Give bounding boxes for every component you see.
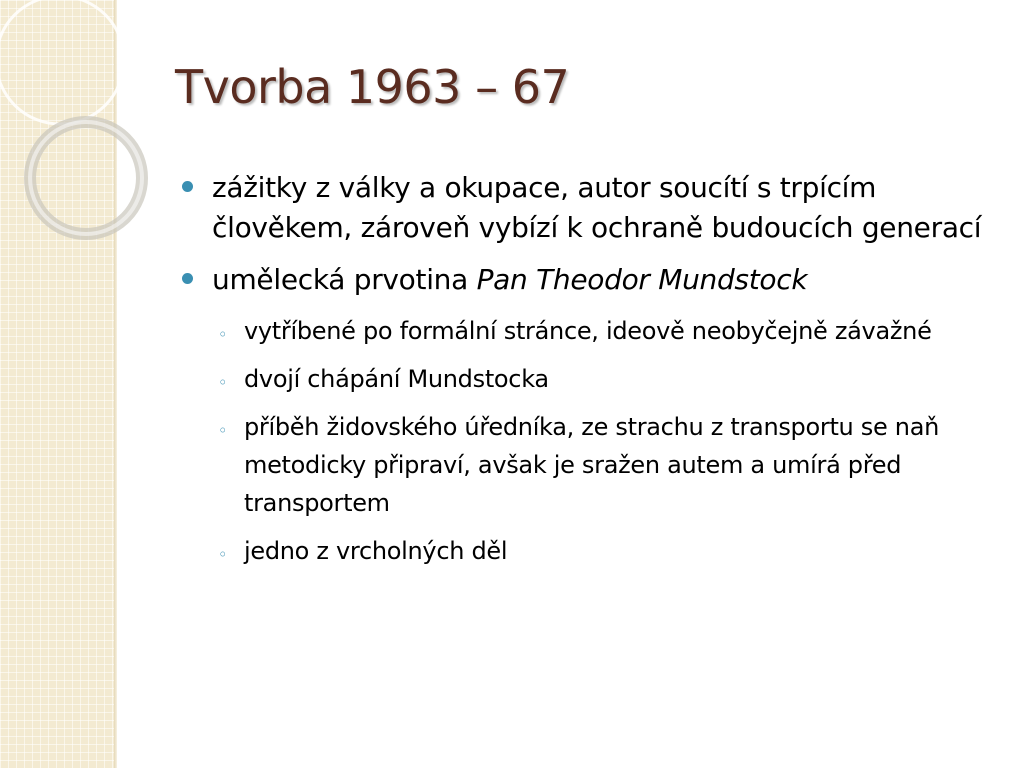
list-item-text: zážitky z války a okupace, autor soucítí s trpícím člověkem, zároveň vybízí k ochraně budoucích generací [212, 171, 982, 244]
slide-title: Tvorba 1963 – 67 [175, 60, 570, 114]
list-subitem-text: vytříbené po formální stránce, ideově neobyčejně závažné [244, 317, 932, 345]
list-subitem [180, 408, 1000, 522]
hollow-circle-bullet-icon: ◦ [218, 325, 228, 344]
hollow-circle-bullet-icon: ◦ [218, 373, 228, 392]
list-subitem [180, 532, 1000, 570]
decorative-circles [0, 0, 160, 260]
list-subitem-text: jedno z vrcholných děl [244, 537, 508, 565]
filled-circle-bullet-icon [182, 273, 193, 284]
list-subitem-text: příběh židovského úředníka, ze strachu z transportu se naň metodicky připraví, avšak je sražen autem a umírá před transportem [244, 413, 940, 517]
work-title: Pan Theodor Mundstock [476, 263, 808, 296]
hollow-circle-bullet-icon: ◦ [218, 545, 228, 564]
list-item [180, 168, 1000, 248]
list-item-text: umělecká prvotina [212, 263, 477, 296]
list-subitem [180, 312, 1000, 350]
list-subitem [180, 360, 1000, 398]
list-subitem-text: dvojí chápání Mundstocka [244, 365, 549, 393]
hollow-circle-bullet-icon: ◦ [218, 421, 228, 440]
bullet-list [180, 168, 1000, 580]
list-item [180, 260, 1000, 300]
filled-circle-bullet-icon [182, 181, 193, 192]
